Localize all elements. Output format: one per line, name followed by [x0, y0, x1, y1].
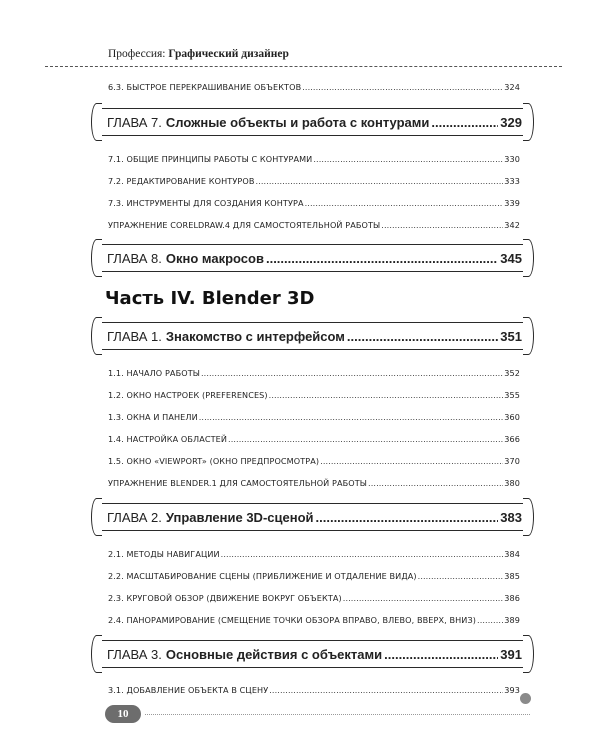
chapter-page: 329 — [500, 114, 522, 130]
toc-entry-page: 330 — [504, 154, 520, 164]
chapter-heading — [96, 108, 529, 136]
dot-leader — [368, 478, 503, 488]
toc-entry — [108, 567, 520, 581]
header-title: Графический дизайнер — [168, 48, 289, 60]
toc-entry-label: 2.2. МАСШТАБИРОВАНИЕ СЦЕНЫ (ПРИБЛИЖЕНИЕ И ОТДАЛЕНИЕ ВИДА) — [108, 571, 417, 581]
chapter-number: ГЛАВА 2. — [107, 509, 162, 525]
dot-leader — [316, 510, 499, 525]
dot-leader — [313, 154, 503, 164]
dot-leader — [347, 329, 498, 344]
toc-entry — [108, 216, 520, 230]
dot-leader — [266, 251, 498, 266]
toc-entry-page: 370 — [504, 456, 520, 466]
toc-entry-label: 3.1. ДОБАВЛЕНИЕ ОБЪЕКТА В СЦЕНУ — [108, 685, 269, 695]
chapter-title: Основные действия с объектами — [165, 646, 383, 662]
toc-entry-label: УПРАЖНЕНИЕ BLENDER.1 ДЛЯ САМОСТОЯТЕЛЬНОЙ РАБОТЫ — [108, 478, 368, 488]
toc-entry-page: 384 — [504, 549, 520, 559]
toc-entry-page: 339 — [504, 198, 520, 208]
toc-entry-label: 1.2. ОКНО НАСТРОЕК (PREFERENCES) — [108, 390, 268, 400]
toc-entry-page: 386 — [504, 593, 520, 603]
footer-dot-ornament — [520, 693, 531, 704]
toc-entry-label: 2.3. КРУГОВОЙ ОБЗОР (ДВИЖЕНИЕ ВОКРУГ ОБЪЕКТА) — [108, 593, 342, 603]
page-number: 10 — [105, 705, 141, 723]
dot-leader — [343, 593, 503, 603]
toc-entry — [108, 611, 520, 625]
dot-leader — [269, 390, 504, 400]
dot-leader — [305, 198, 504, 208]
chapter-title: Сложные объекты и работа с контурами — [165, 114, 430, 130]
dot-leader — [221, 549, 504, 559]
toc-entry-label: 2.4. ПАНОРАМИРОВАНИЕ (СМЕЩЕНИЕ ТОЧКИ ОБЗОРА ВПРАВО, ВЛЕВО, ВВЕРХ, ВНИЗ) — [108, 615, 477, 625]
toc-entry-label: УПРАЖНЕНИЕ CORELDRAW.4 ДЛЯ САМОСТОЯТЕЛЬНОЙ РАБОТЫ — [108, 220, 381, 230]
chapter-title: Окно макросов — [165, 250, 264, 266]
toc-entry — [108, 589, 520, 603]
dot-leader — [477, 615, 503, 625]
part-title: Часть IV. Blender 3D — [105, 288, 315, 309]
toc-entry-page: 393 — [504, 685, 520, 695]
toc-entry-label: 7.2. РЕДАКТИРОВАНИЕ КОНТУРОВ — [108, 176, 255, 186]
toc-entry-page: 360 — [504, 412, 520, 422]
toc-entry — [108, 386, 520, 400]
dot-leader — [320, 456, 503, 466]
toc-entry-page: 380 — [504, 478, 520, 488]
dot-leader — [381, 220, 503, 230]
toc-entry-page: 342 — [504, 220, 520, 230]
dot-leader — [199, 412, 504, 422]
chapter-heading — [96, 640, 529, 668]
chapter-number: ГЛАВА 8. — [107, 250, 162, 266]
toc-entry-label: 1.4. НАСТРОЙКА ОБЛАСТЕЙ — [108, 434, 228, 444]
chapter-page: 391 — [500, 646, 522, 662]
toc-entry-page: 385 — [504, 571, 520, 581]
chapter-title: Знакомство с интерфейсом — [165, 328, 345, 344]
toc-entry-label: 1.3. ОКНА И ПАНЕЛИ — [108, 412, 198, 422]
toc-entry-page: 366 — [504, 434, 520, 444]
toc-entry — [108, 78, 520, 92]
toc-entry — [108, 681, 520, 695]
toc-entry — [108, 430, 520, 444]
chapter-heading — [96, 503, 529, 531]
chapter-number: ГЛАВА 1. — [107, 328, 162, 344]
toc-entry-label: 2.1. МЕТОДЫ НАВИГАЦИИ — [108, 549, 220, 559]
header-prefix: Профессия: — [108, 48, 169, 60]
chapter-page: 345 — [500, 250, 522, 266]
toc-entry-label: 6.3. БЫСТРОЕ ПЕРЕКРАШИВАНИЕ ОБЪЕКТОВ — [108, 82, 302, 92]
toc-entry-page: 389 — [504, 615, 520, 625]
toc-entry — [108, 150, 520, 164]
dot-leader — [201, 368, 503, 378]
chapter-page: 383 — [500, 509, 522, 525]
toc-entry — [108, 452, 520, 466]
chapter-number: ГЛАВА 3. — [107, 646, 162, 662]
toc-entry — [108, 408, 520, 422]
footer-divider — [145, 714, 530, 715]
toc-entry-page: 333 — [504, 176, 520, 186]
toc-entry — [108, 194, 520, 208]
dot-leader — [228, 434, 503, 444]
toc-entry — [108, 172, 520, 186]
chapter-heading — [96, 322, 529, 350]
toc-entry-page: 352 — [504, 368, 520, 378]
running-header — [108, 48, 289, 60]
header-divider — [45, 66, 562, 67]
toc-entry-label: 1.1. НАЧАЛО РАБОТЫ — [108, 368, 200, 378]
dot-leader — [302, 82, 503, 92]
toc-entry-label: 1.5. ОКНО «VIEWPORT» (ОКНО ПРЕДПРОСМОТРА) — [108, 456, 320, 466]
dot-leader — [255, 176, 503, 186]
toc-entry — [108, 545, 520, 559]
dot-leader — [384, 647, 498, 662]
chapter-page: 351 — [500, 328, 522, 344]
toc-entry-label: 7.3. ИНСТРУМЕНТЫ ДЛЯ СОЗДАНИЯ КОНТУРА — [108, 198, 304, 208]
toc-entry-page: 324 — [504, 82, 520, 92]
chapter-number: ГЛАВА 7. — [107, 114, 162, 130]
toc-entry — [108, 364, 520, 378]
chapter-title: Управление 3D-сценой — [165, 509, 314, 525]
toc-entry — [108, 474, 520, 488]
chapter-heading — [96, 244, 529, 272]
dot-leader — [269, 685, 503, 695]
toc-entry-page: 355 — [504, 390, 520, 400]
dot-leader — [418, 571, 504, 581]
dot-leader — [431, 115, 498, 130]
toc-entry-label: 7.1. ОБЩИЕ ПРИНЦИПЫ РАБОТЫ С КОНТУРАМИ — [108, 154, 313, 164]
